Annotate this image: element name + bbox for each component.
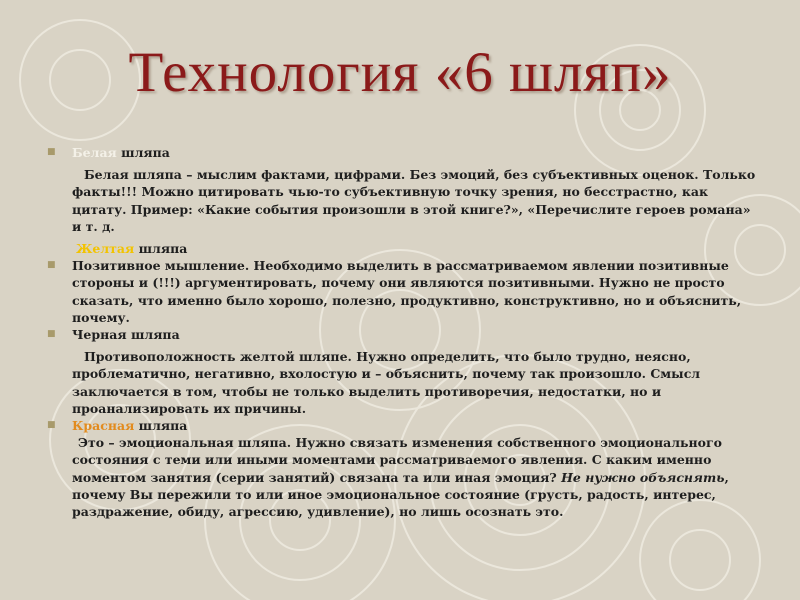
- hat-word: шляпа: [126, 327, 180, 343]
- hat-word: шляпа: [116, 145, 170, 160]
- hat-word: шляпа: [134, 241, 188, 257]
- bullet-icon: ■: [47, 329, 56, 340]
- section-red-hat-heading: [47, 417, 762, 434]
- section-red-hat-body: Это – эмоциональная шляпа. Нужно связать изменения собственного эмоционального состояния с теми или иными моментами рассматриваемого явления. С каким именно моментом занятия (серии занятий) связана та или иная эмоция? Не нужно объяснять, почему Вы пережили то или иное эмоциональное состояние (грусть, радость, интерес, раздражение, обиду, агрессию, удивление), но лишь осознать это.: [72, 435, 729, 520]
- hat-color-word: Желтая: [76, 241, 135, 257]
- section-black-hat-body: Противоположность желтой шляпе. Нужно определить, что было трудно, неясно, проблематично, негативно, вхолостую и – объяснить, почему так произошло. Смысл заключается в том, чтобы не только выделить противоречия, недостатки, но и проанализировать их причины.: [72, 349, 701, 416]
- section-white-hat-heading: [47, 144, 762, 161]
- slide-content: [47, 144, 762, 520]
- hat-color-word: Черная: [72, 327, 127, 343]
- section-yellow-hat-heading: [54, 240, 762, 257]
- section-yellow-hat-body: ■ Позитивное мышление. Необходимо выделить в рассматриваемом явлении позитивные стороны и (!!!) аргументировать, почему они являются позитивными. Нужно не просто сказать, что именно было хорошо, полезно, продуктивно, конструктивно, но и объяснить, почему.: [47, 258, 742, 325]
- emphasis-text: Не нужно объяснять: [561, 469, 725, 485]
- hat-word: шляпа: [134, 418, 188, 434]
- bullet-icon: ■: [47, 420, 56, 431]
- bullet-icon: ■: [47, 260, 56, 271]
- hat-color-word: Красная: [72, 418, 135, 434]
- section-white-hat-body: Белая шляпа – мыслим фактами, цифрами. Без эмоций, без субъективных оценок. Только факты!!! Можно цитировать чью-то субъективную точку зрения, но бесстрастно, как цитату. Пример: «Какие события произошли в этой книге?», «Перечислите героев романа» и т. д.: [72, 167, 756, 234]
- slide-title: Технология «6 шляп»: [128, 41, 672, 104]
- bullet-icon: ■: [47, 147, 56, 157]
- section-black-hat-heading: [47, 326, 762, 343]
- hat-color-word: Белая: [72, 145, 117, 160]
